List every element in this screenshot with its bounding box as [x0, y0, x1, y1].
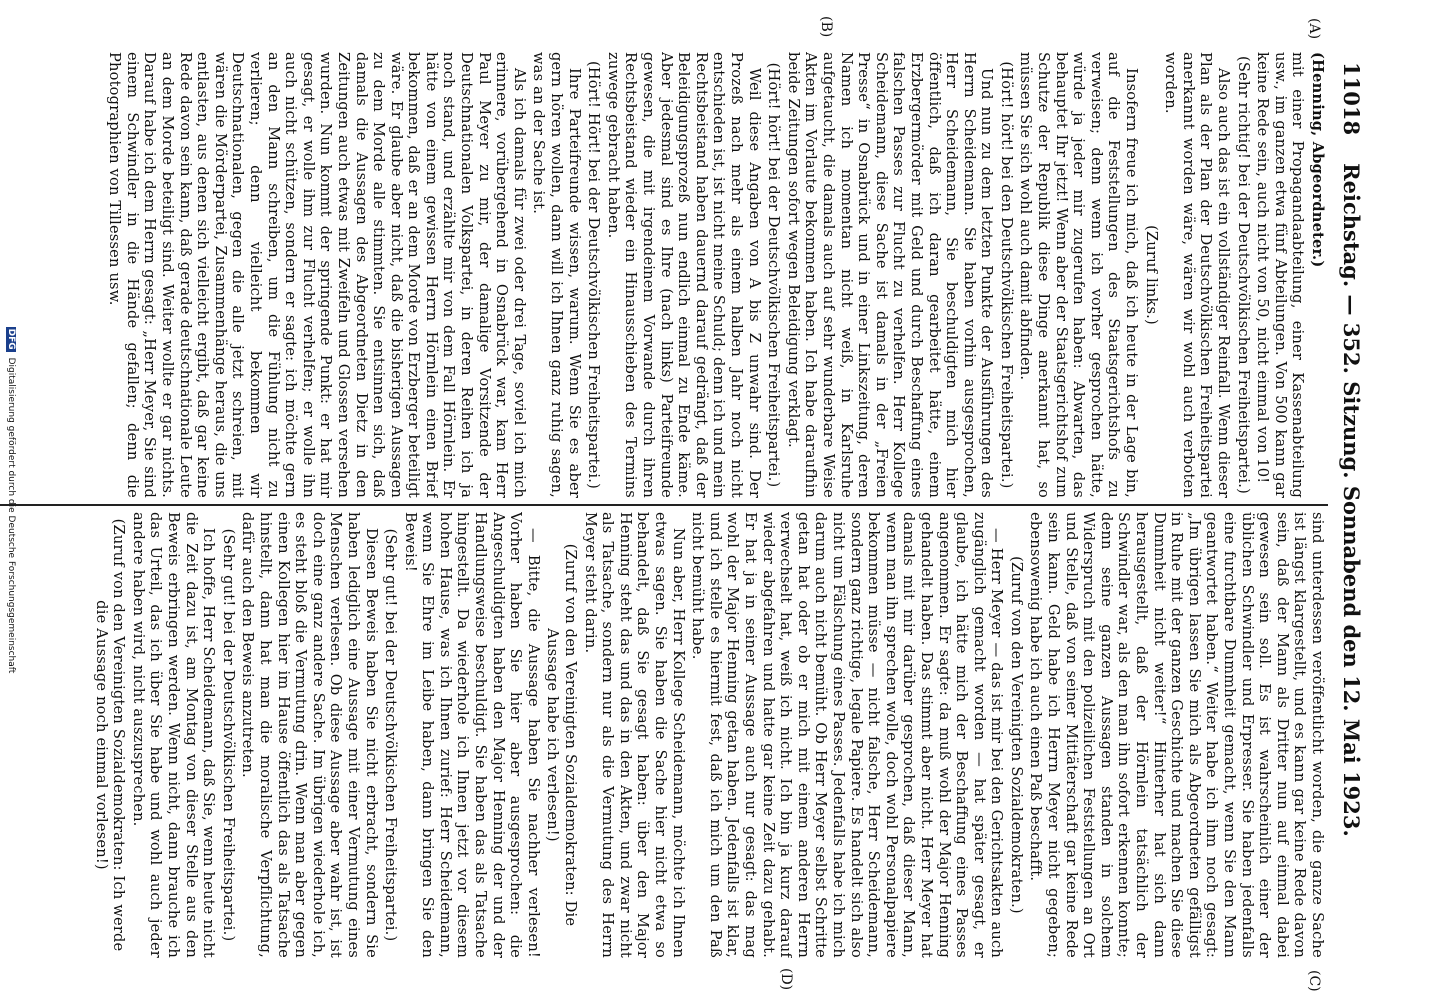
interjection: (Zuruf von den Vereinigten Sozialdemokraten.)	[1007, 556, 1025, 914]
paragraph: Und nun zu dem letzten Punkte der Ausführungen des Herrn Scheidemann. Sie haben vorhin ausgesprochen, Herr Scheidemann, Sie beschuldigten mich hier öffentlich, daß ich daran gearbeitet hätte, einem Erzbergermörder mit Geld und durch Beschaffung eines falschen Passes zur Flucht zu verhelfen. Herr Kollege Scheidemann, diese Sache ist damals in der „Freien Presse“ in Osnabrück und in einer Linkszeitung, deren Namen ich momentan nicht weiß, in Karlsruhe aufgetaucht, die damals auch auf sehr wunderbare Weise Akten im Vorlaute bekommen haben. Ich habe daraufhin beide Zeitungen sofort wegen Beleidigung verklagt.	[784, 52, 996, 498]
dfg-logo: DFG	[6, 328, 16, 350]
interjection: (Hört! hört! bei den Deutschvölkischen Freiheitspartei.)	[997, 61, 1015, 489]
margin-marker-c: (C)	[1306, 970, 1322, 992]
paragraph: — Herr Meyer — das ist mir bei den Gerichtsakten auch zugänglich gemacht worden — hat später gesagt, er glaube, ich hätte mich der Beschaffung eines Passes angenommen. Er sagte: da muß wohl der Major Henning gehandelt haben. Das stimmt aber nicht. Herr Meyer hat damals mit mir darüber gesprochen, daß dieser Mann, wenn man ihn sprechen wolle, doch wohl Personalpapiere bekommen müsse — nicht falsche, Herr Scheidemann, sondern ganz richtige, legale Papiere. Es handelt sich also nicht um Fälschung eines Passes. Jedenfalls habe ich mich darum auch nicht bemüht. Ob Herr Meyer selbst Schritte getan hat oder ob er mich mit einem anderen Herrn verwechselt hat, weiß ich nicht. Ich bin ja kurz darauf wieder abgefahren und hatte gar keine Zeit dazu gehabt. Er hat ja in seiner Aussage auch nur gesagt: das mag wohl der Major Henning getan haben. Jedenfalls ist klar, und ich stelle es hiermit fest, daß ich mich um den Paß nicht bemüht habe.	[689, 512, 1006, 958]
interjection: (Hört! Hört! bei der Deutschvölkischen Freiheitspartei.)	[585, 60, 603, 490]
interjection: (Sehr richtig! bei der Deutschvölkischen Freiheitspartei.)	[1234, 55, 1252, 494]
paragraph: Weil diese Angaben von A bis Z unwahr sind. Der Prozeß nach mehr als einem halben Jahr noch nicht entschieden ist, ist nicht meine Schuld; denn ich und mein Rechtsbeistand haben dauernd darauf gedrängt, daß der Beleidigungsprozeß nun endlich einmal zu Ende käme. Aber jedesmal sind es Ihre (nach links) Parteifreunde gewesen, die mit irgendeinem Vorwande durch ihren Rechtsbeistand wieder ein Hinausschieben des Termins zuwege gebracht haben.	[604, 52, 763, 498]
interjection: (Zuruf von den Vereinigten Sozialdemokraten: Die Aussage habe ich verlesen!)	[544, 543, 580, 927]
margin-marker-d: (D)	[778, 968, 794, 991]
margin-marker-b: (B)	[818, 16, 834, 38]
paragraph: mit einer Propagandaabteilung, einer Kassenabteilung usw., im ganzen etwa fünf Abteilungen. Von 500 kann gar keine Rede sein, auch nicht von 50, nicht einmal von 10!	[1254, 52, 1307, 498]
interjection: (Hört! hört! bei der Deutschvölkischen Freiheitspartei.)	[765, 62, 783, 488]
left-column	[26, 52, 1326, 498]
footer	[0, 0, 16, 1000]
paragraph: Also auch das ist ein vollständiger Reinfall. Wenn dieser Plan als der Plan der Deutschvölkischen Freiheitspartei anerkannt worden wäre, wären wir wohl auch verboten worden.	[1162, 52, 1233, 498]
paragraph: Ich hoffe, Herr Scheidemann, daß Sie, wenn heute nicht die Zeit dazu ist, am Montag von dieser Stelle aus den Beweis erbringen werden. Wenn nicht, dann brauche ich das Urteil, das ich über Sie habe und wohl auch jeder andere haben wird, nicht auszusprechen.	[129, 512, 218, 958]
paragraph: Als ich damals für zwei oder drei Tage, soviel ich mich erinnere, vorübergehend in Osnabrück war, kam Herr Paul Meyer zu mir, der damalige Vorsitzende der Deutschnationalen Volkspartei, in deren Reihen ich ja noch stand, und erzählte mir von dem Fall Hörnlein. Er hätte von einem gewissen Herrn Hörnlein einen Brief bekommen, daß er an dem Morde von Erzberger beteiligt wäre. Er glaube aber nicht, daß die bisherigen Aussagen zu dem Morde alle stimmten. Sie entsinnen sich, daß damals die Aussagen des Abgeordneten Dietz in den Zeitungen auch etwas mit Zweifeln und Glossen versehen wurden. Nun kommt der springende Punkt: er hat mir gesagt, er wolle ihm zur Flucht verhelfen; er wolle ihn auch nicht schützen, sondern er sagte: ich möchte gern an den Mann schreiben, um die Fühlung nicht zu verlieren; denn vielleicht bekommen wir Deutschnationalen, gegen die alle jetzt schreien, mit wären die Mörderpartei, Zusammenhänge heraus, die uns entlasten, aus denen sich vielleicht ergibt, daß gar keine Rede davon sein kann, daß gerade deutschnationale Leute an dem Morde beteiligt sind. Weiter wollte er gar nichts. Darauf habe ich dem Herrn gesagt: „Herr Meyer, Sie sind einem Schwindler in die Hände gefallen; denn die Photographien von Tillessen usw.	[106, 52, 528, 498]
page-number: 11018	[1339, 62, 1364, 136]
paragraph: (Henning, Abgeordneter.)	[1309, 52, 1326, 268]
footer-text: Digitalisierung gefördert durch die Deutsche Forschungsgemeinschaft	[6, 357, 16, 674]
paragraph: — Bitte, die Aussage haben Sie nachher verlesen! Vorher haben Sie hier aber ausgesprochen: die Angeschuldigten haben den Major Henning der und der Handlungsweise beschuldigt. Sie haben das als Tatsache hingestellt. Da wiederhole ich Ihnen jetzt vor diesem hohen Hause, was ich Ihnen zurief: Herr Scheidemann, wenn Sie Ehre im Leibe haben, dann bringen Sie den Beweis!	[401, 512, 542, 958]
paragraph: Insofern freue ich mich, daß ich heute in der Lage bin, auf die Feststellungen des Staatsgerichtshofs zu verweisen; denn wenn ich vorher gesprochen hätte, würde ja jeder mir zugerufen haben: Abwarten, das behauptet Ihr jetzt! Wenn aber der Staatsgerichtshof zum Schutze der Republik diese Dinge anerkannt hat, so müssen Sie sich wohl auch damit abfinden.	[1017, 52, 1141, 498]
running-title: Reichstag. — 352. Sitzung. Sonnabend den 12. Mai 1923.	[1339, 163, 1364, 837]
paragraph: Nun aber, Herr Kollege Scheidemann, möchte ich Ihnen etwas sagen. Sie haben die Sache hier nicht etwa so behandelt, daß Sie gesagt haben: über den Major Henning steht das und das in den Akten, und zwar nicht als Tatsache, sondern nur als die Vermutung des Herrn Meyer steht darin.	[581, 512, 687, 958]
right-column	[26, 512, 1326, 958]
margin-marker-a: (A)	[1306, 18, 1322, 40]
column-divider	[0, 504, 1328, 506]
page-header	[1328, 0, 1368, 1000]
interjection: (Sehr gut! bei der Deutschvölkischen Freiheitspartei.)	[219, 528, 237, 942]
interjection: (Zuruf links.)	[1142, 225, 1160, 325]
interjection: (Zuruf von den Vereinigten Sozialdemokraten: Ich werde die Aussage noch einmal vorlesen!)	[92, 518, 128, 952]
paragraph: Diesen Beweis haben Sie nicht erbracht, sondern Sie haben lediglich eine Aussage mit einer Vermutung eines Menschen verlesen. Ob diese Aussage aber wahr ist, ist doch eine ganz andere Sache. Im übrigen wiederhole ich, es steht bloß die Vermutung drin. Wenn man aber gegen einen Kollegen hier im Hause öffentlich das als Tatsache hinstellt, dann hat man die moralische Verpflichtung, dafür auch den Beweis anzutreten.	[239, 512, 380, 958]
interjection: (Sehr gut! bei der Deutschvölkischen Freiheitspartei.)	[382, 528, 400, 942]
paragraph: sind unterdessen veröffentlicht worden, die ganze Sache ist längst klargestellt, und es kann gar keine Rede davon sein, daß der Mann als Dritter nun auf einmal dabei gewesen sein soll. Es ist wahrscheinlich einer der üblichen Schwindler und Erpresser. Sie haben jedenfalls eine furchtbare Dummheit gemacht, wenn Sie den Mann geantwortet haben.“ Weiter habe ich ihm noch gesagt: „Im übrigen lassen Sie mich als Abgeordneten gefälligst in Ruhe mit der ganzen Geschichte und machen Sie diese Dummheit nicht weiter!“ Hinterher hat sich dann herausgestellt, daß der Hörnlein tatsächlich der Schwindler war, als den man ihn sofort erkennen konnte; denn seine ganzen Aussagen standen in solchem Widerspruch mit den polizeilichen Feststellungen an Ort und Stelle, daß von seiner Mittäterschaft gar keine Rede sein kann. Geld habe ich Herrn Meyer nicht gegeben; ebensowenig habe ich auch einen Paß beschafft.	[1027, 512, 1326, 958]
paragraph: Ihre Parteifreunde wissen, warum. Wenn Sie es aber gern hören wollen, dann will ich Ihnen ganz ruhig sagen, was an der Sache ist.	[530, 52, 583, 498]
